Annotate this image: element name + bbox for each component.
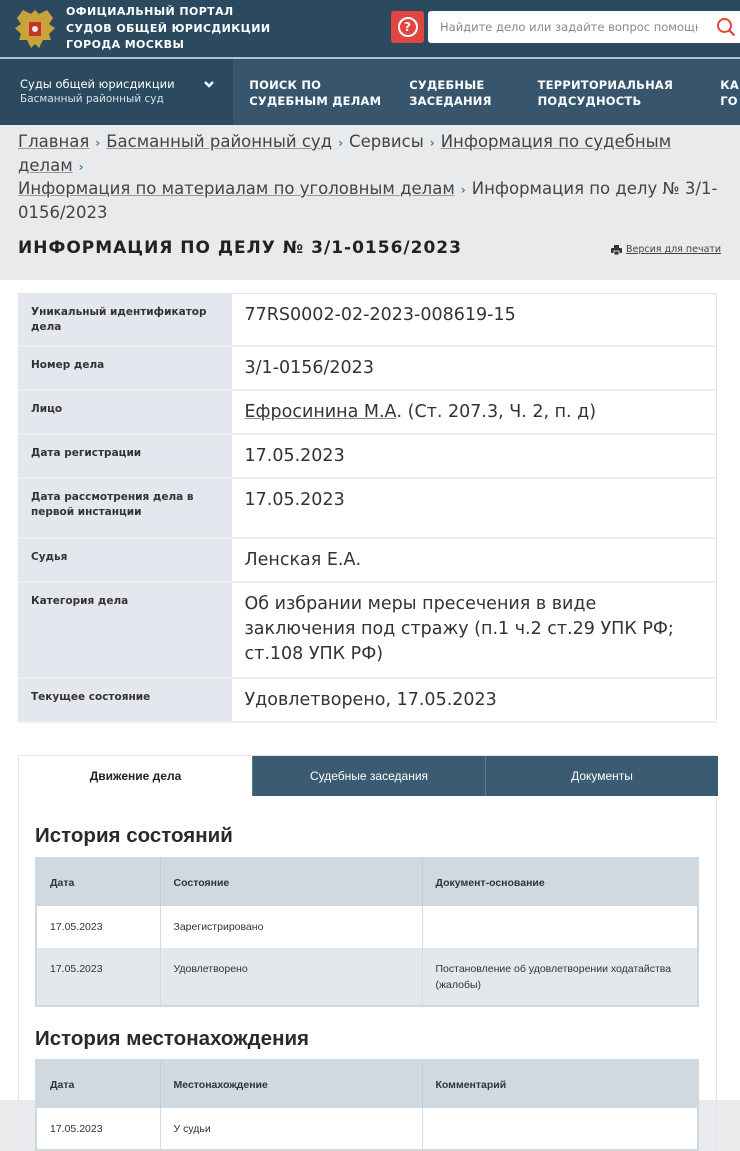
field-value: 3/1-0156/2023 (232, 346, 717, 390)
nav-item-label: ГО (720, 94, 738, 108)
table-cell: Постановление об удовлетворении ходатайства (жалобы) (422, 948, 698, 1006)
question-icon: ? (398, 17, 418, 37)
location-history-table (35, 1059, 699, 1151)
breadcrumb (0, 125, 740, 224)
column-header: Комментарий (422, 1060, 698, 1108)
case-info-row (19, 294, 717, 347)
court-selector-subtitle: Басманный районный суд (20, 93, 164, 105)
nav-item-label: СУДЕБНЫМ ДЕЛАМ (249, 94, 382, 108)
field-value: Об избрании меры пресечения в виде заключения под стражу (п.1 ч.2 ст.29 УПК РФ; ст.108 УПК РФ) (232, 582, 717, 678)
case-info-row (19, 478, 717, 538)
nav-item-label: КА (720, 78, 739, 92)
field-label: Дата рассмотрения дела в первой инстанции (19, 478, 232, 538)
tab-case-movement[interactable]: Движение дела (19, 756, 252, 796)
case-info-row (19, 678, 717, 722)
field-label: Номер дела (19, 346, 232, 390)
chevron-down-icon (203, 79, 215, 89)
field-value: Ленская Е.А. (232, 538, 717, 582)
portal-title-line: ГОРОДА МОСКВЫ (66, 38, 185, 51)
nav-item-label: ТЕРРИТОРИАЛЬНАЯ (537, 78, 674, 92)
portal-title[interactable] (66, 4, 270, 54)
table-header-row (36, 1060, 698, 1108)
table-cell (422, 1108, 698, 1150)
breadcrumb-criminal-materials[interactable]: Информация по материалам по уголовным делам (18, 179, 455, 198)
field-label: Уникальный идентификатор дела (19, 294, 232, 347)
field-label: Дата регистрации (19, 434, 232, 478)
help-assistant-button[interactable] (391, 11, 424, 43)
nav-item-label: СУДЕБНЫЕ (409, 78, 485, 92)
nav-item-label: ПОИСК ПО (249, 78, 322, 92)
field-value: Удовлетворено, 17.05.2023 (232, 678, 717, 722)
field-value: 77RS0002-02-2023-008619-15 (232, 294, 717, 347)
chevron-right-icon: › (460, 183, 466, 197)
nav-item-label: ЗАСЕДАНИЯ (409, 94, 492, 108)
chevron-right-icon: › (78, 159, 84, 174)
print-version-link[interactable] (611, 244, 721, 255)
nav-item-court-sessions[interactable] (409, 59, 537, 125)
breadcrumb-court[interactable]: Басманный районный суд (106, 132, 333, 151)
table-cell: 17.05.2023 (36, 948, 160, 1006)
field-value (232, 390, 717, 434)
portal-title-line: СУДОВ ОБЩЕЙ ЮРИСДИКЦИИ (66, 21, 271, 35)
search-icon[interactable] (716, 17, 736, 37)
page-title: ИНФОРМАЦИЯ ПО ДЕЛУ № 3/1-0156/2023 (18, 238, 462, 258)
print-version-label: Версия для печати (626, 244, 722, 255)
table-cell: 17.05.2023 (36, 1108, 160, 1150)
page-title-row (0, 224, 740, 280)
field-label: Категория дела (19, 582, 232, 678)
case-info-row (19, 538, 717, 582)
main-content (0, 280, 740, 1135)
table-row (36, 1108, 698, 1150)
column-header: Дата (36, 858, 160, 906)
court-selector-title: Суды общей юрисдикции (20, 77, 175, 91)
tab-court-sessions[interactable]: Судебные заседания (252, 756, 485, 796)
table-cell: 17.05.2023 (36, 906, 160, 948)
state-history-table (35, 857, 699, 1007)
search-input[interactable] (428, 11, 698, 43)
table-header-row (36, 858, 698, 906)
main-nav (0, 59, 740, 125)
case-info-table (18, 293, 717, 723)
table-cell: Зарегистрировано (160, 906, 422, 948)
column-header: Документ-основание (422, 858, 698, 906)
case-info-row (19, 346, 717, 390)
column-header: Дата (36, 1060, 160, 1108)
court-selector[interactable] (0, 59, 233, 125)
location-history-title: История местонахождения (35, 1027, 310, 1050)
table-cell: Удовлетворено (160, 948, 422, 1006)
field-value: 17.05.2023 (232, 434, 717, 478)
case-tabs-panel (18, 755, 717, 1151)
coat-of-arms-icon[interactable] (13, 6, 57, 52)
nav-item-more[interactable] (720, 59, 740, 125)
field-value: 17.05.2023 (232, 478, 717, 538)
table-cell (422, 906, 698, 948)
article-text: . (Ст. 207.3, Ч. 2, п. д) (396, 402, 597, 422)
table-row (36, 948, 698, 1006)
breadcrumb-services: Сервисы (349, 132, 424, 151)
case-info-row (19, 582, 717, 678)
search-box (428, 11, 740, 43)
site-header (0, 0, 740, 59)
case-info-row (19, 434, 717, 478)
field-label: Лицо (19, 390, 232, 434)
printer-icon (611, 245, 622, 255)
chevron-right-icon: › (95, 136, 101, 150)
breadcrumb-home[interactable]: Главная (18, 132, 90, 151)
breadcrumb-case-info[interactable]: Информация по судебным делам (18, 132, 672, 175)
field-label: Текущее состояние (19, 678, 232, 722)
field-label: Судья (19, 538, 232, 582)
portal-title-line: ОФИЦИАЛЬНЫЙ ПОРТАЛ (66, 5, 234, 18)
table-cell: У судьи (160, 1108, 422, 1150)
chevron-right-icon: › (429, 136, 435, 150)
column-header: Местонахождение (160, 1060, 422, 1108)
breadcrumb-current: Информация по делу № 3/1-0156/2023 (18, 179, 718, 222)
nav-item-label: ПОДСУДНОСТЬ (537, 94, 642, 108)
table-row (36, 906, 698, 948)
tab-bar (19, 756, 716, 796)
column-header: Состояние (160, 858, 422, 906)
case-info-row (19, 390, 717, 434)
chevron-right-icon: › (338, 136, 344, 150)
nav-item-case-search[interactable] (249, 59, 409, 125)
person-link[interactable]: Ефросинина М.А (244, 402, 397, 422)
state-history-title: История состояний (35, 824, 233, 847)
tab-documents[interactable]: Документы (485, 756, 718, 796)
nav-item-jurisdiction[interactable] (538, 59, 721, 125)
